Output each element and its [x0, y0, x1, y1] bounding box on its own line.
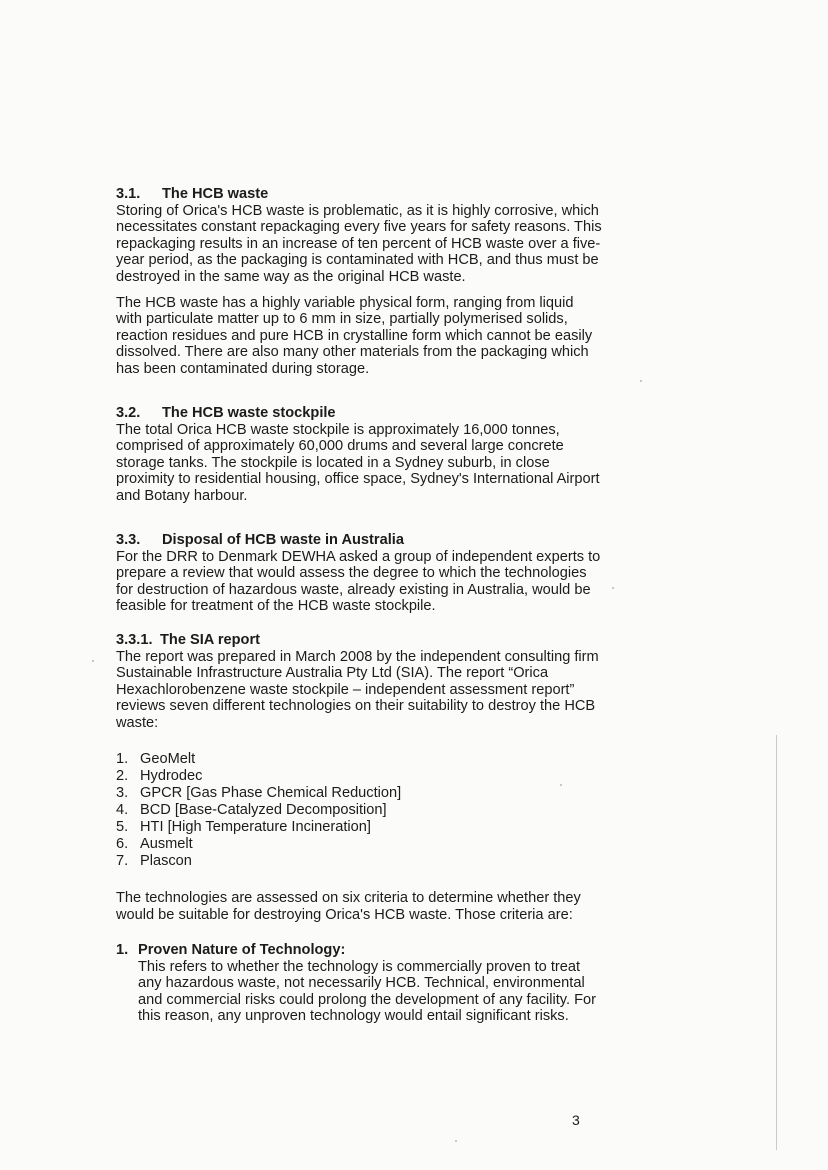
list-item: 2. Hydrodec — [116, 768, 203, 784]
paragraph: The report was prepared in March 2008 by the independent consulting firm Sustainable Infrastructure Australia Pty Ltd (SIA). The report “Orica Hexachlorobenzene waste stockpile – independent assessment report” reviews seven different technologies on their suitability to destroy the HCB waste: — [116, 648, 599, 731]
scan-speck — [560, 784, 562, 786]
page-number: 3 — [572, 1112, 580, 1128]
list-item: 3. GPCR [Gas Phase Chemical Reduction] — [116, 785, 402, 801]
paragraph: For the DRR to Denmark DEWHA asked a group of independent experts to prepare a review that would assess the degree to which the technologies for destruction of hazardous waste, already existing in Australia, would be feasible for treatment of the HCB waste stockpile. — [116, 548, 601, 615]
paragraph: Storing of Orica's HCB waste is problematic, as it is highly corrosive, which necessitates constant repackaging every five years for safety reasons. This repackaging results in an increase of ten percent of HCB waste over a five-year period, as the packaging is contaminated with HCB, and thus must be destroyed in the same way as the original HCB waste. — [116, 202, 602, 285]
section-heading — [116, 186, 602, 203]
section-heading — [116, 632, 602, 649]
section-3-3 — [116, 532, 602, 615]
section-3-1 — [116, 186, 602, 378]
section-number: 3.1. — [116, 186, 141, 202]
list-item: 6. Ausmelt — [116, 836, 193, 852]
section-title: The HCB waste — [162, 186, 269, 202]
section-heading — [116, 532, 602, 549]
scan-speck — [612, 587, 614, 589]
section-heading — [116, 405, 602, 422]
paragraph: The total Orica HCB waste stockpile is approximately 16,000 tonnes, comprised of approximately 60,000 drums and several large concrete storage tanks. The stockpile is located in a Sydney suburb, in close proximity to residential housing, office space, Sydney's International Airport and Botany harbour. — [116, 421, 600, 504]
technology-list-block — [116, 751, 602, 870]
technology-list — [116, 751, 602, 870]
list-item: 4. BCD [Base-Catalyzed Decomposition] — [116, 802, 387, 818]
paragraph: The HCB waste has a highly variable physical form, ranging from liquid with particulate matter up to 6 mm in size, partially polymerised solids, reaction residues and pure HCB in crystalline form which cannot be easily dissolved. There are also many other materials from the packaging which has been contaminated during storage. — [116, 294, 593, 377]
section-number: 3.3.1. — [116, 632, 153, 648]
criterion-1 — [116, 942, 602, 1025]
list-item: 1. GeoMelt — [116, 751, 196, 767]
paragraph: The technologies are assessed on six criteria to determine whether they would be suitable for destroying Orica's HCB waste. Those criteria are: — [116, 890, 581, 923]
criterion-title: 1. Proven Nature of Technology: — [116, 942, 346, 958]
criteria-intro-block — [116, 890, 602, 923]
scan-speck — [455, 1140, 457, 1142]
section-title: Disposal of HCB waste in Australia — [162, 532, 404, 548]
scan-speck — [92, 660, 94, 662]
section-number: 3.2. — [116, 405, 141, 421]
section-3-3-1 — [116, 632, 602, 732]
criterion-body: This refers to whether the technology is commercially proven to treat any hazardous waste, not necessarily HCB. Technical, environmental and commercial risks could prolong the development of any facility. For this reason, any unproven technology would entail significant risks. — [138, 958, 597, 1025]
section-number: 3.3. — [116, 532, 141, 548]
scan-edge-line — [776, 735, 777, 1150]
section-title: The HCB waste stockpile — [162, 405, 336, 421]
list-item: 5. HTI [High Temperature Incineration] — [116, 819, 371, 835]
list-item: 7. Plascon — [116, 853, 192, 869]
section-title: The SIA report — [160, 632, 261, 648]
section-3-2 — [116, 405, 602, 505]
scan-speck — [640, 380, 642, 382]
